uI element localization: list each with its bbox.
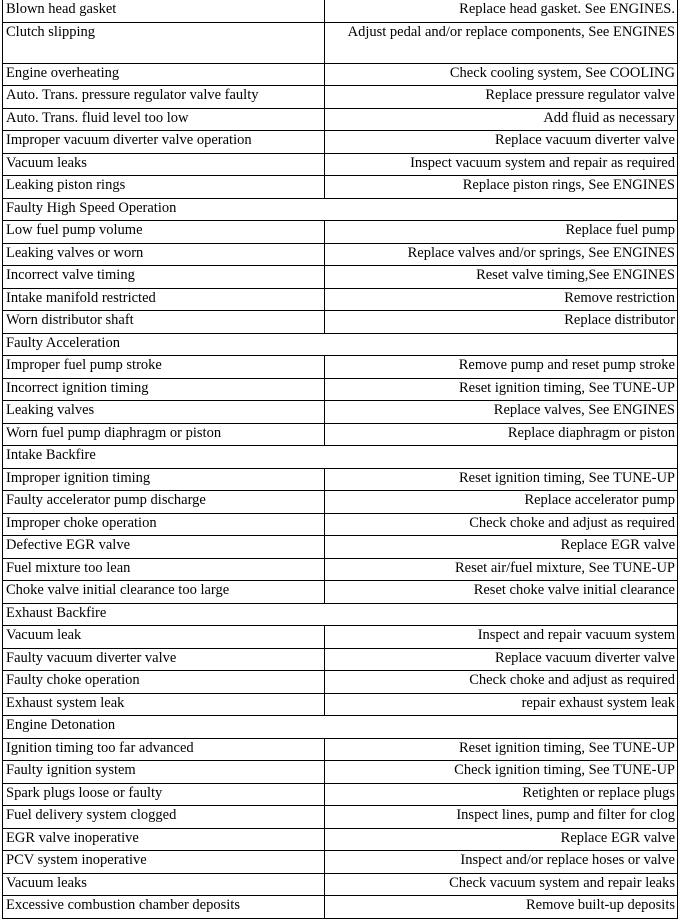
correction-cell: Inspect lines, pump and filter for clog [325,806,678,829]
correction-cell: Reset ignition timing, See TUNE-UP [325,378,678,401]
table-row [3,828,678,851]
table-row [3,491,678,514]
condition-cell: Low fuel pump volume [3,221,325,244]
condition-cell: Improper vacuum diverter valve operation [3,131,325,154]
section-title: Faulty Acceleration [3,333,678,356]
condition-cell: Leaking valves or worn [3,243,325,266]
condition-cell: Fuel mixture too lean [3,558,325,581]
correction-cell: Replace piston rings, See ENGINES [325,176,678,199]
condition-cell: Excessive combustion chamber deposits [3,896,325,919]
condition-cell: Faulty choke operation [3,671,325,694]
table-row [3,176,678,199]
correction-cell: Check choke and adjust as required [325,671,678,694]
table-row [3,671,678,694]
table-row [3,536,678,559]
condition-cell: Faulty vacuum diverter valve [3,648,325,671]
correction-cell: Replace vacuum diverter valve [325,648,678,671]
condition-cell: Faulty accelerator pump discharge [3,491,325,514]
condition-cell: Auto. Trans. fluid level too low [3,108,325,131]
table-row [3,22,678,63]
correction-cell: Replace valves and/or springs, See ENGINES [325,243,678,266]
correction-cell: Remove pump and reset pump stroke [325,356,678,379]
table-row [3,266,678,289]
table-row [3,693,678,716]
table-row [3,873,678,896]
condition-cell: Incorrect valve timing [3,266,325,289]
table-row [3,851,678,874]
correction-cell: Replace fuel pump [325,221,678,244]
condition-cell: Improper ignition timing [3,468,325,491]
correction-cell: Reset valve timing,See ENGINES [325,266,678,289]
correction-cell: Reset ignition timing, See TUNE-UP [325,738,678,761]
correction-cell: Check ignition timing, See TUNE-UP [325,761,678,784]
correction-cell: Add fluid as necessary [325,108,678,131]
table-row [3,783,678,806]
table-row [3,626,678,649]
section-title: Faulty High Speed Operation [3,198,678,221]
correction-cell: Replace vacuum diverter valve [325,131,678,154]
condition-cell: Fuel delivery system clogged [3,806,325,829]
correction-cell: Replace pressure regulator valve [325,86,678,109]
condition-cell: Worn fuel pump diaphragm or piston [3,423,325,446]
table-row [3,896,678,919]
table-row [3,581,678,604]
section-title: Intake Backfire [3,446,678,469]
table-row [3,243,678,266]
correction-cell: Replace accelerator pump [325,491,678,514]
section-title: Engine Detonation [3,716,678,739]
table-row [3,378,678,401]
correction-cell: Remove restriction [325,288,678,311]
table-row [3,356,678,379]
condition-cell: Choke valve initial clearance too large [3,581,325,604]
condition-cell: Vacuum leaks [3,153,325,176]
table-row [3,131,678,154]
troubleshooting-table [2,0,678,919]
table-row [3,738,678,761]
correction-cell: Check vacuum system and repair leaks [325,873,678,896]
condition-cell: Incorrect ignition timing [3,378,325,401]
correction-cell: Replace diaphragm or piston [325,423,678,446]
table-row [3,108,678,131]
correction-cell: Inspect and/or replace hoses or valve [325,851,678,874]
correction-cell: Replace EGR valve [325,828,678,851]
condition-cell: Vacuum leak [3,626,325,649]
table-row [3,513,678,536]
table-row [3,288,678,311]
table-row [3,311,678,334]
condition-cell: Faulty ignition system [3,761,325,784]
condition-cell: Exhaust system leak [3,693,325,716]
condition-cell: Improper choke operation [3,513,325,536]
condition-cell: Defective EGR valve [3,536,325,559]
correction-cell: Reset air/fuel mixture, See TUNE-UP [325,558,678,581]
correction-cell: Replace valves, See ENGINES [325,401,678,424]
correction-cell: Reset ignition timing, See TUNE-UP [325,468,678,491]
table-row [3,401,678,424]
condition-cell: Leaking valves [3,401,325,424]
condition-cell: Worn distributor shaft [3,311,325,334]
table-row [3,86,678,109]
condition-cell: Auto. Trans. pressure regulator valve faulty [3,86,325,109]
condition-cell: PCV system inoperative [3,851,325,874]
table-row [3,468,678,491]
condition-cell: Blown head gasket [3,0,325,22]
correction-cell: Replace EGR valve [325,536,678,559]
table-row [3,806,678,829]
section-header-row [3,333,678,356]
correction-cell: Replace head gasket. See ENGINES. [325,0,678,22]
section-title: Exhaust Backfire [3,603,678,626]
correction-cell: Adjust pedal and/or replace components, See ENGINES [325,22,678,63]
correction-cell: Check cooling system, See COOLING [325,63,678,86]
table-row [3,221,678,244]
condition-cell: Clutch slipping [3,22,325,63]
correction-cell: Replace distributor [325,311,678,334]
correction-cell: Inspect vacuum system and repair as required [325,153,678,176]
correction-cell: Reset choke valve initial clearance [325,581,678,604]
condition-cell: EGR valve inoperative [3,828,325,851]
table-row [3,63,678,86]
table-row [3,761,678,784]
condition-cell: Spark plugs loose or faulty [3,783,325,806]
section-header-row [3,446,678,469]
correction-cell: Remove built-up deposits [325,896,678,919]
section-header-row [3,716,678,739]
correction-cell: Inspect and repair vacuum system [325,626,678,649]
condition-cell: Leaking piston rings [3,176,325,199]
condition-cell: Engine overheating [3,63,325,86]
correction-cell: repair exhaust system leak [325,693,678,716]
table-row [3,153,678,176]
condition-cell: Improper fuel pump stroke [3,356,325,379]
correction-cell: Retighten or replace plugs [325,783,678,806]
troubleshooting-table-body [3,0,678,918]
section-header-row [3,198,678,221]
correction-cell: Check choke and adjust as required [325,513,678,536]
table-row [3,648,678,671]
table-row [3,558,678,581]
table-row [3,423,678,446]
section-header-row [3,603,678,626]
condition-cell: Intake manifold restricted [3,288,325,311]
table-row [3,0,678,22]
condition-cell: Vacuum leaks [3,873,325,896]
condition-cell: Ignition timing too far advanced [3,738,325,761]
